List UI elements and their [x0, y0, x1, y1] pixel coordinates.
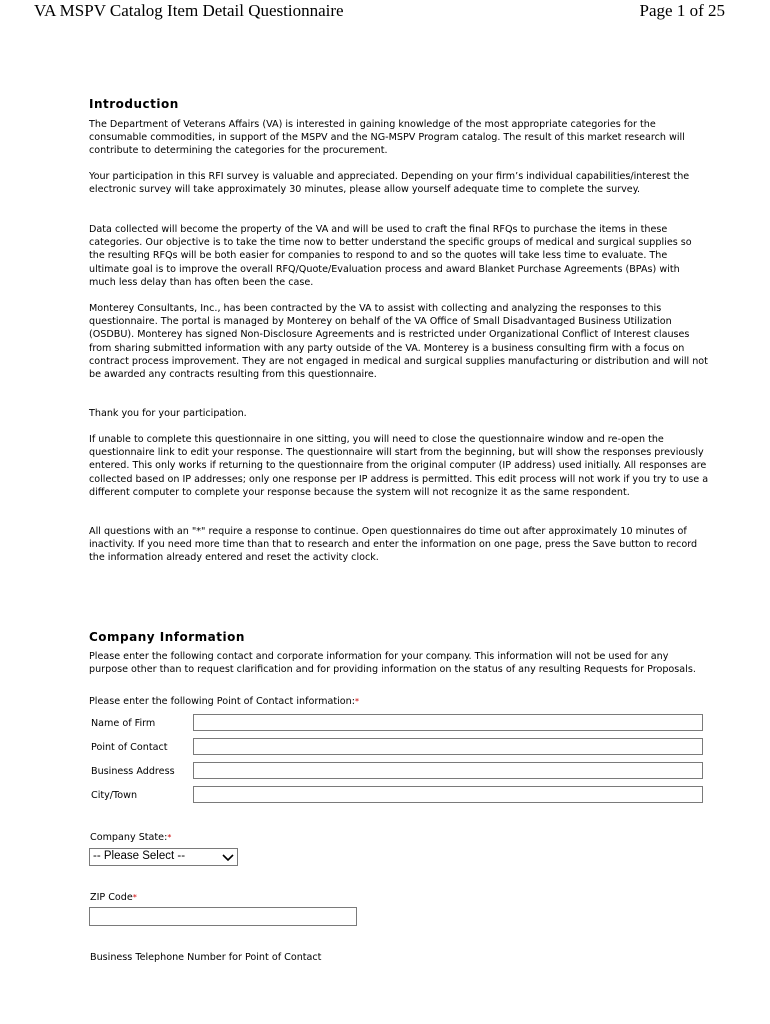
intro-paragraph-2: Your participation in this RFI survey is valuable and appreciated. Depending on your firm’s individual capabilities/interest the electronic survey will take approximately 30 minutes, please allow yourself adequate time to complete the survey. [89, 171, 690, 196]
form-row-point-of-contact [89, 738, 705, 760]
company-information-heading: Company Information [89, 630, 245, 644]
zip-code-label [90, 892, 137, 903]
company-description: Please enter the following contact and corporate information for your company. This information will not be used for any purpose other than to request clarification and for providing information on the status of any resulting Requests for Proposals. [89, 651, 696, 676]
city-town-label: City/Town [91, 790, 138, 801]
form-row-city-town [89, 786, 705, 808]
business-address-label: Business Address [91, 766, 175, 777]
zip-code-input[interactable] [89, 907, 357, 926]
point-of-contact-input[interactable] [193, 738, 703, 755]
zip-code-label-text: ZIP Code [90, 892, 133, 903]
form-row-business-address [89, 762, 705, 784]
intro-paragraph-7: All questions with an "*" require a response to continue. Open questionnaires do time out after approximately 10 minutes of inactivity. If you need more time than that to research and enter the information on one page, press the Save button to record the information already entered and reset the activity clock. [89, 526, 698, 564]
company-state-selected-value: -- Please Select -- [93, 850, 186, 862]
required-asterisk: * [354, 697, 359, 706]
poc-prompt-text: Please enter the following Point of Contact information: [89, 696, 355, 707]
company-state-label [90, 832, 171, 843]
required-asterisk: * [132, 893, 137, 902]
page-number: Page 1 of 25 [639, 1, 725, 20]
business-telephone-label: Business Telephone Number for Point of Contact [90, 952, 322, 963]
form-row-name-of-firm [89, 714, 705, 736]
poc-prompt [89, 696, 359, 707]
city-town-input[interactable] [193, 786, 703, 803]
intro-paragraph-3: Data collected will become the property of the VA and will be used to craft the final RFQs to purchase the items in these categories. Our objective is to take the time now to better understand the specific groups of medical and surgical supplies so the resulting RFQs will be both easier for companies to respond to and so the quotes will take less time to evaluate. The ultimate goal is to improve the overall RFQ/Quote/Evaluation process and award Blanket Purchase Agreements (BPAs) with much less delay than has often been the case. [89, 224, 692, 288]
point-of-contact-label: Point of Contact [91, 742, 168, 753]
company-state-select[interactable] [89, 848, 238, 866]
name-of-firm-label: Name of Firm [91, 718, 156, 729]
intro-paragraph-4: Monterey Consultants, Inc., has been contracted by the VA to assist with collecting and analyzing the responses to this questionnaire. The portal is managed by Monterey on behalf of the VA Office of Small Disadvantaged Business Utilization (OSDBU). Monterey has signed Non-Disclosure Agreements and is restricted under Organizational Conflict of Interest clauses from sharing submitted information with any party outside of the VA. Monterey is a business consulting firm with a focus on contract process improvement. They are not engaged in medical and surgical supplies manufacturing or distribution and will not be awarded any contracts resulting from this questionnaire. [89, 303, 708, 381]
introduction-heading: Introduction [89, 97, 179, 111]
intro-paragraph-6: If unable to complete this questionnaire in one sitting, you will need to close the questionnaire window and re-open the questionnaire link to edit your response. The questionnaire will start from the beginning, but will show the responses previously entered. This only works if returning to the questionnaire from the original computer (IP address) used initially. All responses are collected based on IP addresses; only one response per IP address is permitted. This edit process will not work if you try to use a different computer to complete your response because the system will not recognize it as the same respondent. [89, 434, 709, 498]
document-title: VA MSPV Catalog Item Detail Questionnaire [34, 1, 344, 20]
intro-paragraph-5: Thank you for your participation. [89, 408, 247, 419]
intro-paragraph-1: The Department of Veterans Affairs (VA) is interested in gaining knowledge of the most appropriate categories for the consumable commodities, in support of the MSPV and the NG-MSPV Program catalog. The result of this market research will contribute to determining the categories for the procurement. [89, 119, 685, 157]
chevron-down-icon [221, 851, 235, 864]
business-address-input[interactable] [193, 762, 703, 779]
required-asterisk: * [167, 833, 172, 842]
name-of-firm-input[interactable] [193, 714, 703, 731]
company-state-label-text: Company State: [90, 832, 168, 843]
